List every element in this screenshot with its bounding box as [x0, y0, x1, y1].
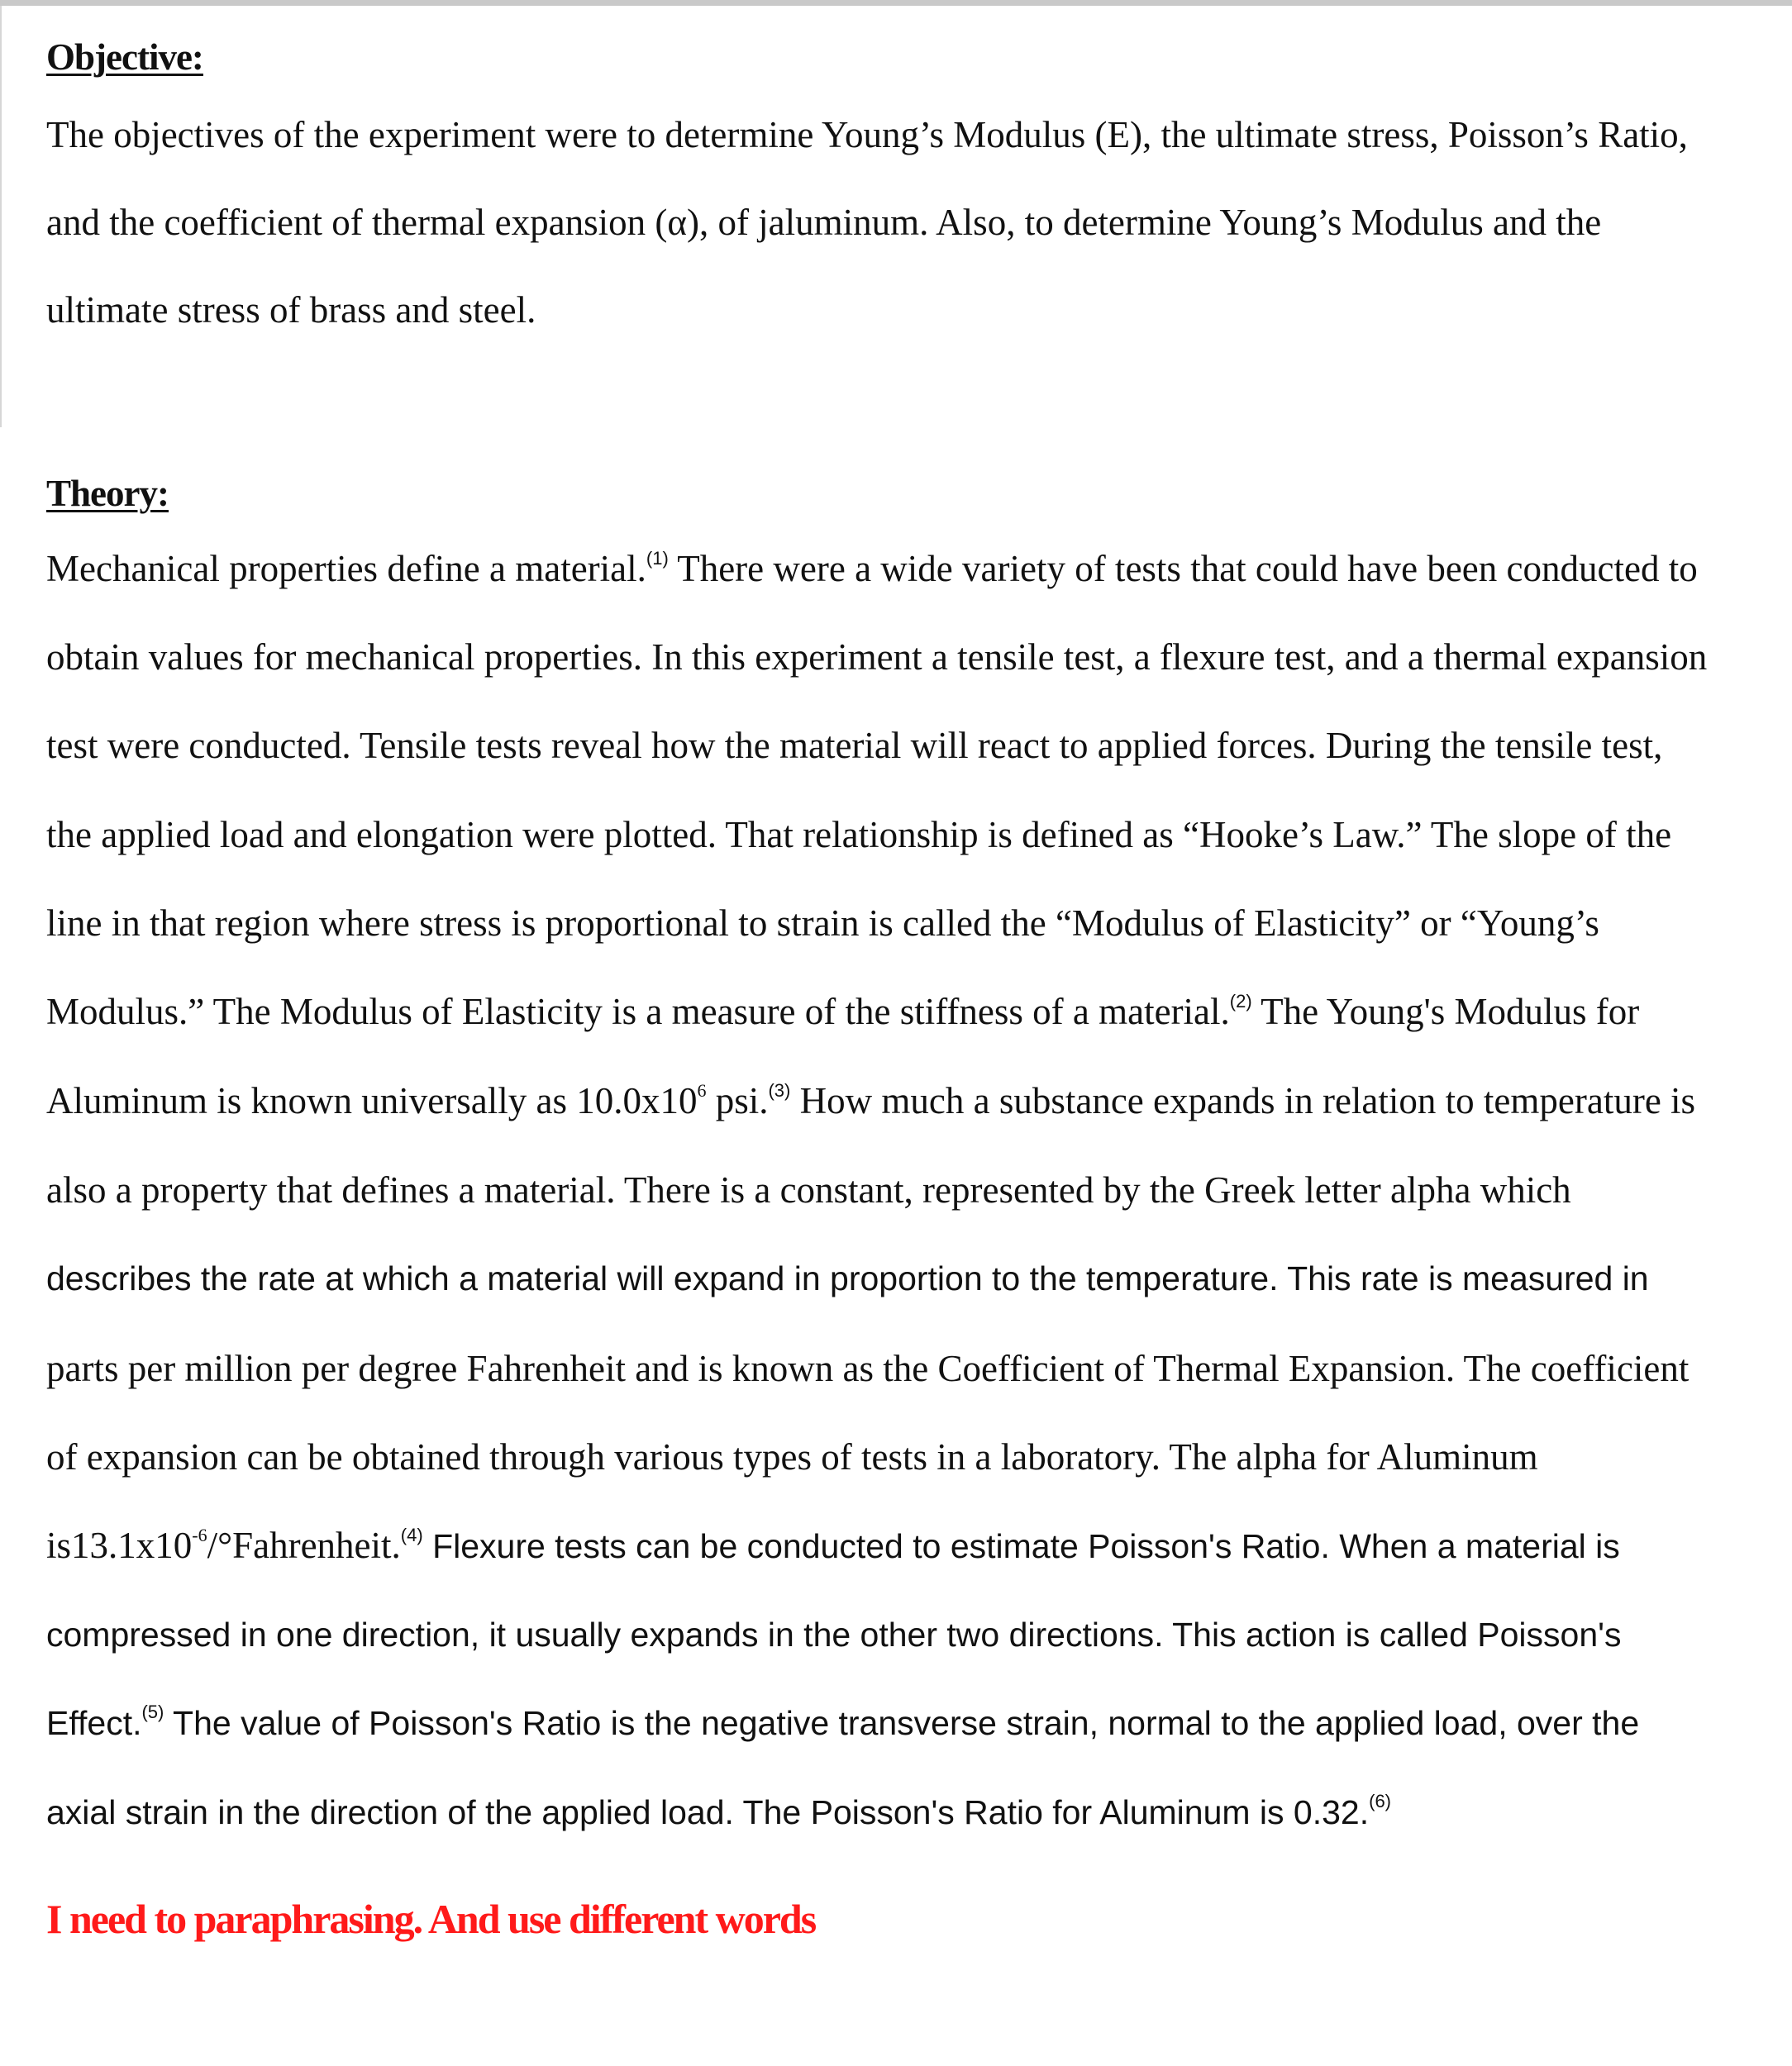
citation-ref-3: (3) [768, 1080, 791, 1101]
theory-text: The Young's Modulus for [1251, 991, 1640, 1032]
theory-line-15 [46, 1793, 1391, 1832]
citation-ref-5: (5) [141, 1702, 164, 1722]
citation-ref-6: (6) [1369, 1791, 1392, 1811]
theory-text: There were a wide variety of tests that could have been conducted to [668, 548, 1698, 589]
theory-line-3: test were conducted. Tensile tests reveal how the material will react to applied forces. During the tensile test, [46, 725, 1663, 766]
theory-line-1 [46, 547, 1698, 590]
exponent: -6 [192, 1525, 207, 1545]
theory-line-9: describes the rate at which a material will expand in proportion to the temperature. This rate is measured in [46, 1259, 1649, 1297]
theory-text: The value of Poisson's Ratio is the negative transverse strain, normal to the applied load, over the [164, 1704, 1640, 1742]
theory-text: psi. [706, 1080, 769, 1121]
theory-line-8: also a property that defines a material. There is a constant, represented by the Greek letter alpha which [46, 1169, 1571, 1211]
theory-line-5: line in that region where stress is proportional to strain is called the “Modulus of Elasticity” or “Young’s [46, 902, 1599, 944]
theory-text: Modulus.” The Modulus of Elasticity is a measure of the stiffness of a material. [46, 991, 1230, 1032]
theory-line-4: the applied load and elongation were plotted. That relationship is defined as “Hooke’s Law.” The slope of the [46, 814, 1672, 855]
theory-line-7 [46, 1079, 1695, 1122]
page-top-border [0, 0, 1792, 6]
citation-ref-2: (2) [1229, 991, 1252, 1012]
page-left-border [0, 6, 2, 427]
objective-line-3: ultimate stress of brass and steel. [46, 289, 536, 331]
theory-line-6 [46, 990, 1639, 1033]
theory-heading: Theory: [46, 473, 169, 514]
theory-line-13: compressed in one direction, it usually expands in the other two directions. This action is called Poisson's [46, 1616, 1622, 1654]
theory-text: is13.1x10 [46, 1525, 193, 1566]
theory-text: /°Fahrenheit. [207, 1525, 401, 1566]
theory-text: Aluminum is known universally as 10.0x10 [46, 1080, 698, 1121]
theory-line-10: parts per million per degree Fahrenheit and is known as the Coefficient of Thermal Expansion. The coefficient [46, 1348, 1690, 1389]
citation-ref-1: (1) [646, 548, 669, 569]
citation-ref-4: (4) [400, 1525, 423, 1545]
theory-line-2: obtain values for mechanical properties. In this experiment a tensile test, a flexure test, and a thermal expansion [46, 636, 1708, 678]
objective-heading: Objective: [46, 36, 203, 78]
theory-text: axial strain in the direction of the applied load. The Poisson's Ratio for Aluminum is 0.32. [46, 1793, 1370, 1831]
theory-text: Effect. [46, 1704, 142, 1742]
objective-line-2: and the coefficient of thermal expansion (α), of jaluminum. Also, to determine Young’s Modulus and the [46, 202, 1602, 243]
theory-line-11: of expansion can be obtained through various types of tests in a laboratory. The alpha for Aluminum [46, 1436, 1538, 1478]
objective-line-1: The objectives of the experiment were to determine Young’s Modulus (E), the ultimate stress, Poisson’s Ratio, [46, 114, 1688, 155]
theory-line-12 [46, 1524, 1620, 1567]
theory-text: How much a substance expands in relation to temperature is [790, 1080, 1696, 1121]
theory-text: Mechanical properties define a material. [46, 548, 646, 589]
theory-line-14 [46, 1704, 1639, 1743]
exponent: 6 [697, 1080, 707, 1101]
theory-text: Flexure tests can be conducted to estimate Poisson's Ratio. When a material is [422, 1527, 1620, 1565]
paraphrase-request-note: I need to paraphrasing. And use different words [46, 1896, 816, 1942]
